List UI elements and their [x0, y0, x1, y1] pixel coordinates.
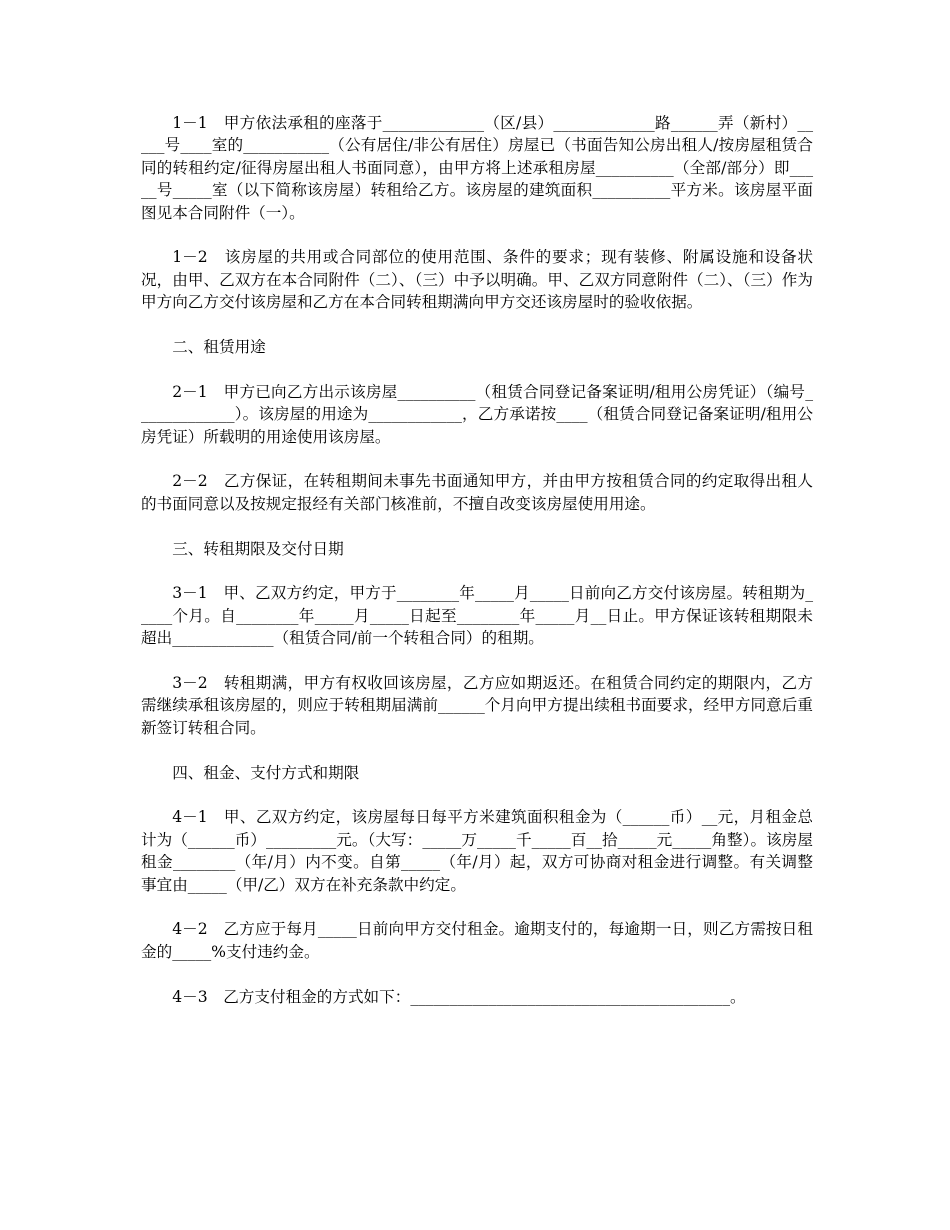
clause-2-1: 2－1 甲方已向乙方出示该房屋__________（租赁合同登记备案证明/租用公房凭证）（编号_____________）。该房屋的用途为____________，乙方承诺按____（租赁合同登记备案证明/租用公房凭证）所载明的用途使用该房屋。: [141, 382, 813, 446]
clause-3-2: 3－2 转租期满，甲方有权收回该房屋，乙方应如期返还。在租赁合同约定的期限内，乙方需继续承租该房屋的，则应于转租期届满前______个月向甲方提出续租书面要求，经甲方同意后重新签订转租合同。: [141, 674, 813, 737]
section-heading-2: 二、租赁用途: [172, 338, 266, 357]
clause-3-1: 3－1 甲、乙双方约定，甲方于________年_____月_____日前向乙方交付该房屋。转租期为_____个月。自________年_____月_____日起至________年_____月__日止。甲方保证该转租期限未超出_____________（租赁合同/前一个转租合同）的租期。: [141, 584, 813, 648]
clause-4-2: 4－2 乙方应于每月_____日前向甲方交付租金。逾期支付的，每逾期一日，则乙方需按日租金的_____%支付违约金。: [141, 920, 813, 961]
clause-1-1: 1－1 甲方依法承租的座落于_____________（区/县）_____________路______弄（新村）_____号____室的___________（公有居住/非公有居住）房屋已（书面告知公房出租人/按房屋租赁合同的转租约定/征得房屋出租人书面同意），由甲方将上述承租房屋__________（全部/部分）即_____号_____室（以下简称该房屋）转租给乙方。该房屋的建筑面积__________平方米。该房屋平面图见本合同附件（一）。: [141, 114, 813, 222]
section-heading-4: 四、租金、支付方式和期限: [172, 763, 360, 782]
clause-1-2: 1－2 该房屋的共用或合同部位的使用范围、条件的要求；现有装修、附属设施和设备状况，由甲、乙双方在本合同附件（二）、（三）中予以明确。甲、乙双方同意附件（二）、（三）作为甲方向乙方交付该房屋和乙方在本合同转租期满向甲方交还该房屋时的验收依据。: [141, 248, 813, 312]
section-heading-3: 三、转租期限及交付日期: [172, 539, 344, 558]
clause-4-1: 4－1 甲、乙双方约定，该房屋每日每平方米建筑面积租金为（______币）__元，月租金总计为（______币）_________元。（大写：_____万_____千_____百__拾_____元_____角整）。该房屋租金________（年/月）内不变。自第_____（年/月）起，双方可协商对租金进行调整。有关调整事宜由_____（甲/乙）双方在补充条款中约定。: [141, 808, 813, 894]
clause-2-2: 2－2 乙方保证，在转租期间未事先书面通知甲方，并由甲方按租赁合同的约定取得出租人的书面同意以及按规定报经有关部门核准前，不擅自改变该房屋使用用途。: [141, 472, 813, 513]
document-body: [141, 112, 813, 1030]
clause-4-3: 4－3 乙方支付租金的方式如下：_________________________________________。: [172, 987, 746, 1006]
